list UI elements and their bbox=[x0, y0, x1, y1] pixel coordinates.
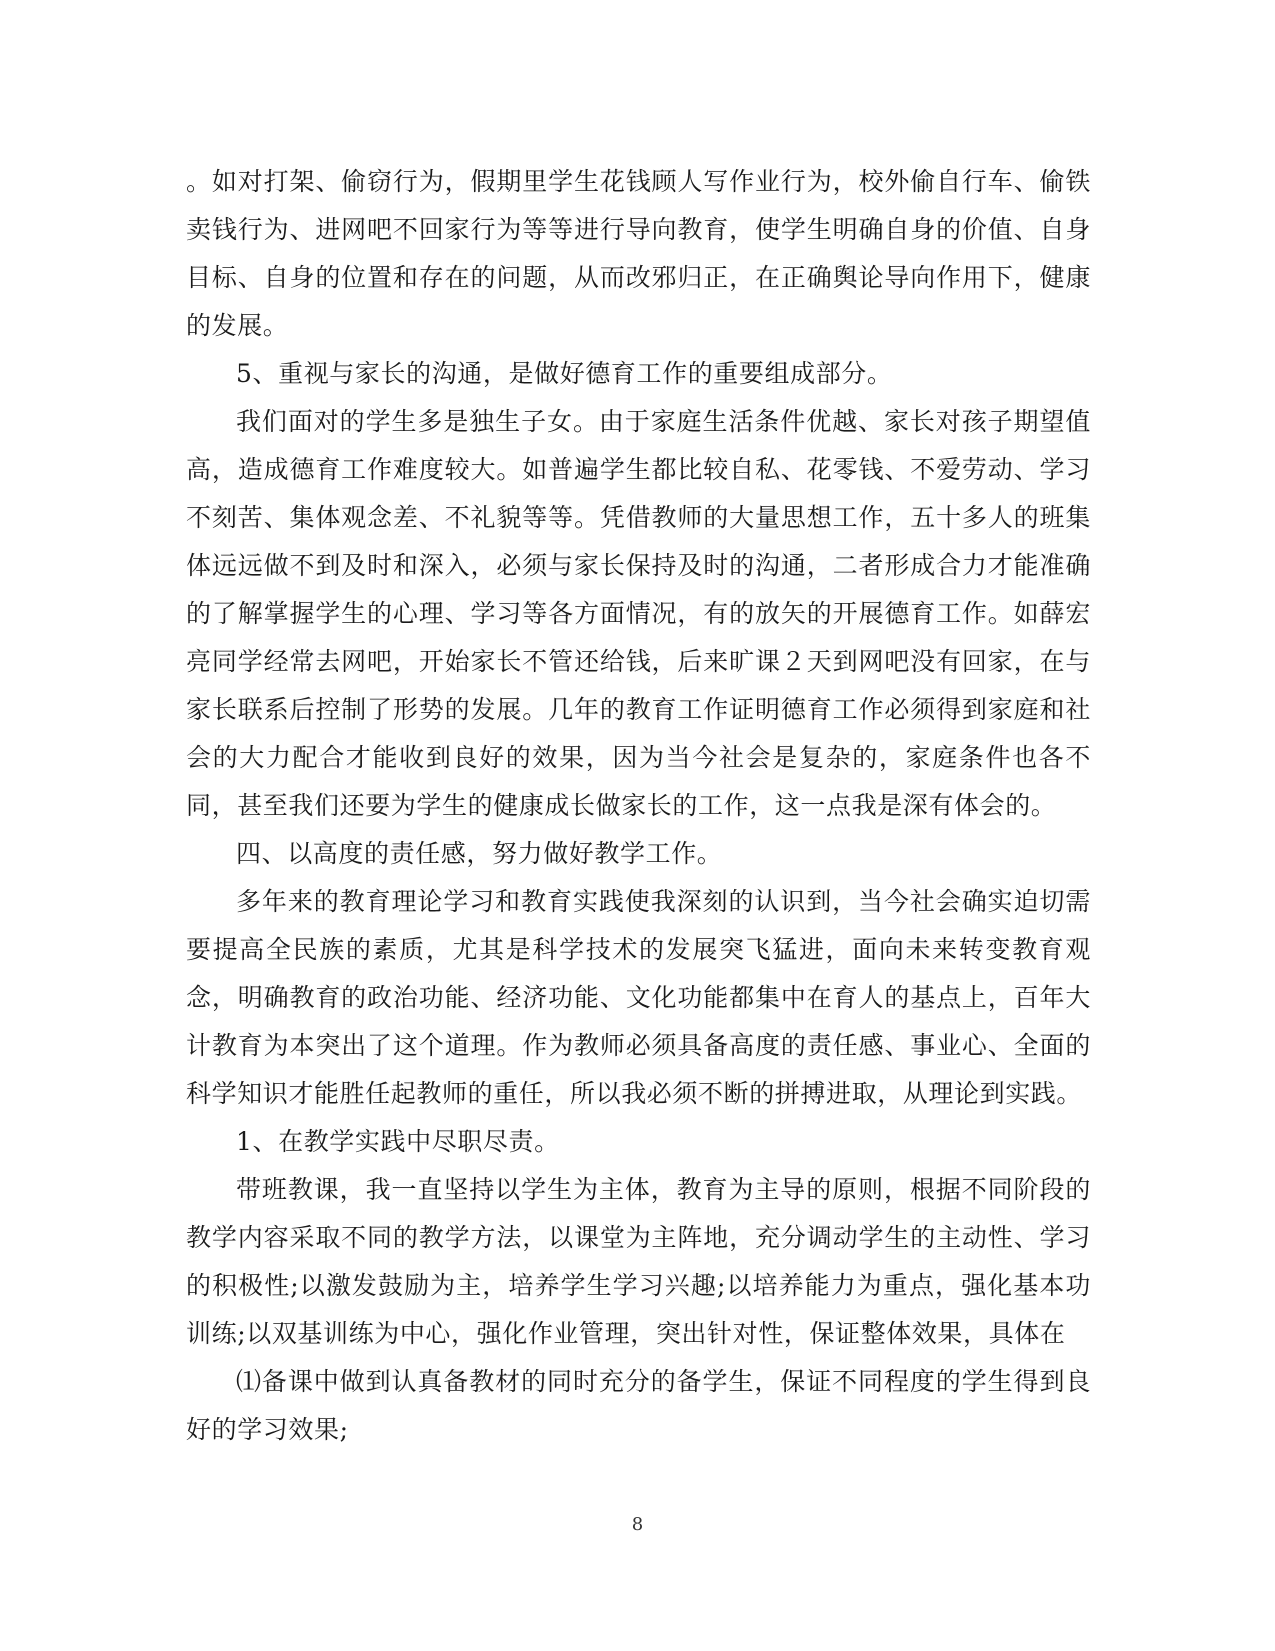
paragraph-continuation: 。如对打架、偷窃行为，假期里学生花钱顾人写作业行为，校外偷自行车、偷铁卖钱行为、进网吧不回家行为等等进行导向教育，使学生明确自身的价值、自身目标、自身的位置和存在的问题，从而改邪归正，在正确舆论导向作用下，健康的发展。 bbox=[186, 167, 1091, 340]
paragraph-teaching-methods: 带班教课，我一直坚持以学生为主体，教育为主导的原则，根据不同阶段的教学内容采取不同的教学方法，以课堂为主阵地，充分调动学生的主动性、学习的积极性;以激发鼓励为主，培养学生学习兴趣;以培养能力为重点，强化基本功训练;以双基训练为中心，强化作业管理，突出针对性，保证整体效果，具体在 bbox=[186, 1175, 1091, 1348]
paragraph-heading-parent-communication: 5、重视与家长的沟通，是做好德育工作的重要组成部分。 bbox=[236, 359, 893, 388]
page-number: 8 bbox=[631, 1514, 644, 1535]
paragraph-heading-teaching: 四、以高度的责任感，努力做好教学工作。 bbox=[236, 839, 723, 868]
document-body bbox=[186, 158, 1091, 1454]
paragraph-lesson-preparation: ⑴备课中做到认真备教材的同时充分的备学生，保证不同程度的学生得到良好的学习效果; bbox=[186, 1367, 1091, 1444]
paragraph-heading-practice: 1、在教学实践中尽职尽责。 bbox=[236, 1127, 560, 1156]
paragraph-teaching-philosophy: 多年来的教育理论学习和教育实践使我深刻的认识到，当今社会确实迫切需要提高全民族的素质，尤其是科学技术的发展突飞猛进，面向未来转变教育观念，明确教育的政治功能、经济功能、文化功能都集中在育人的基点上，百年大计教育为本突出了这个道理。作为教师必须具备高度的责任感、事业心、全面的科学知识才能胜任起教师的重任，所以我必须不断的拼搏进取，从理论到实践。 bbox=[186, 887, 1091, 1108]
paragraph-parent-communication: 我们面对的学生多是独生子女。由于家庭生活条件优越、家长对孩子期望值高，造成德育工作难度较大。如普遍学生都比较自私、花零钱、不爱劳动、学习不刻苦、集体观念差、不礼貌等等。凭借教师的大量思想工作，五十多人的班集体远远做不到及时和深入，必须与家长保持及时的沟通，二者形成合力才能准确的了解掌握学生的心理、学习等各方面情况，有的放矢的开展德育工作。如薛宏亮同学经常去网吧，开始家长不管还给钱，后来旷课２天到网吧没有回家，在与家长联系后控制了形势的发展。几年的教育工作证明德育工作必须得到家庭和社会的大力配合才能收到良好的效果，因为当今社会是复杂的，家庭条件也各不同，甚至我们还要为学生的健康成长做家长的工作，这一点我是深有体会的。 bbox=[186, 407, 1091, 820]
